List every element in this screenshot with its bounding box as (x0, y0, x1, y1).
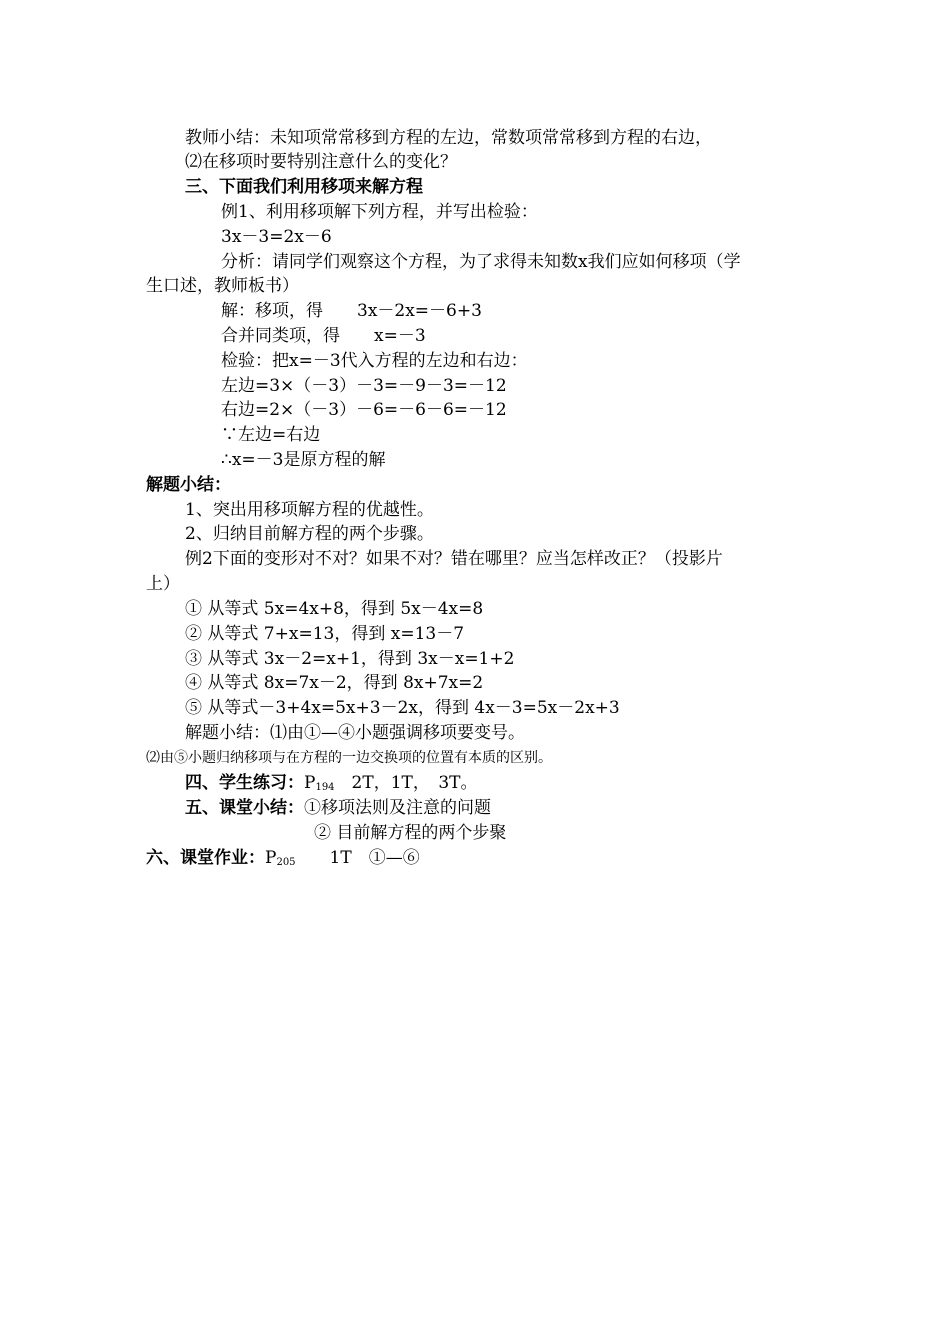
example-2-item-1: ① 从等式 5x=4x+8，得到 5x－4x=8 (185, 599, 484, 619)
section-6-items: 1T ①—⑥ (295, 848, 420, 868)
section-4-line (185, 771, 478, 795)
left-side-line: 左边=3×（－3）－3=－9－3=－12 (221, 376, 507, 396)
summary-item-2: 2、归纳目前解方程的两个步骤。 (185, 524, 434, 544)
section-5-line (185, 796, 491, 820)
example-2-title: 例2下面的变形对不对？如果不对？错在哪里？应当怎样改正？（投影片 (185, 549, 723, 569)
example-1-title: 例1、利用移项解下列方程，并写出检验： (221, 202, 538, 222)
section-4-page-number: 194 (315, 782, 335, 793)
example-1-equation: 3x－3=2x－6 (221, 227, 332, 247)
analysis-line: 分析：请同学们观察这个方程，为了求得未知数x我们应如何移项（学 (221, 252, 741, 272)
section-5-item-2: ② 目前解方程的两个步聚 (314, 823, 507, 843)
section-3-heading: 三、下面我们利用移项来解方程 (185, 177, 423, 197)
example-2-item-2: ② 从等式 7+x=13，得到 x=13－7 (185, 624, 465, 644)
check-line: 检验：把x=－3代入方程的左边和右边： (221, 351, 528, 371)
solution-step-2: 合并同类项，得 x=－3 (221, 326, 426, 346)
note-line: ⑵在移项时要特别注意什么的变化？ (185, 152, 457, 172)
section-5-item-1: ①移项法则及注意的问题 (304, 798, 491, 818)
section-4-page-p: P (304, 773, 316, 793)
section-6-line (146, 846, 420, 870)
example-2-summary: 解题小结：⑴由①—④小题强调移项要变号。 (185, 723, 525, 743)
section-4-items: 2T，1T， 3T。 (334, 773, 478, 793)
summary-item-1: 1、突出用移项解方程的优越性。 (185, 500, 434, 520)
section-6-heading: 六、课堂作业： (146, 848, 265, 868)
right-side-line: 右边=2×（－3）－6=－6－6=－12 (221, 400, 507, 420)
section-5-heading: 五、课堂小结： (185, 798, 304, 818)
example-2-item-4: ④ 从等式 8x=7x－2，得到 8x+7x=2 (185, 673, 484, 693)
example-2-item-3: ③ 从等式 3x－2=x+1，得到 3x－x=1+2 (185, 649, 515, 669)
section-4-heading: 四、学生练习： (185, 773, 304, 793)
teacher-summary-line: 教师小结：未知项常常移到方程的左边，常数项常常移到方程的右边， (185, 128, 712, 148)
therefore-line: ∴x=－3是原方程的解 (221, 450, 386, 470)
section-6-page-p: P (265, 848, 277, 868)
solution-step-1: 解：移项，得 3x－2x=－6+3 (221, 301, 482, 321)
section-6-page-number: 205 (276, 857, 296, 868)
example-2-summary-2: ⑵由⑤小题归纳移项与在方程的一边交换项的位置有本质的区别。 (146, 750, 552, 766)
example-2-title-cont: 上） (146, 574, 180, 594)
analysis-line-cont: 生口述，教师板书） (146, 276, 299, 296)
example-2-item-5: ⑤ 从等式－3+4x=5x+3－2x，得到 4x－3=5x－2x+3 (185, 698, 620, 718)
because-line: ∵左边=右边 (221, 425, 321, 445)
solution-summary-heading: 解题小结： (146, 475, 231, 495)
